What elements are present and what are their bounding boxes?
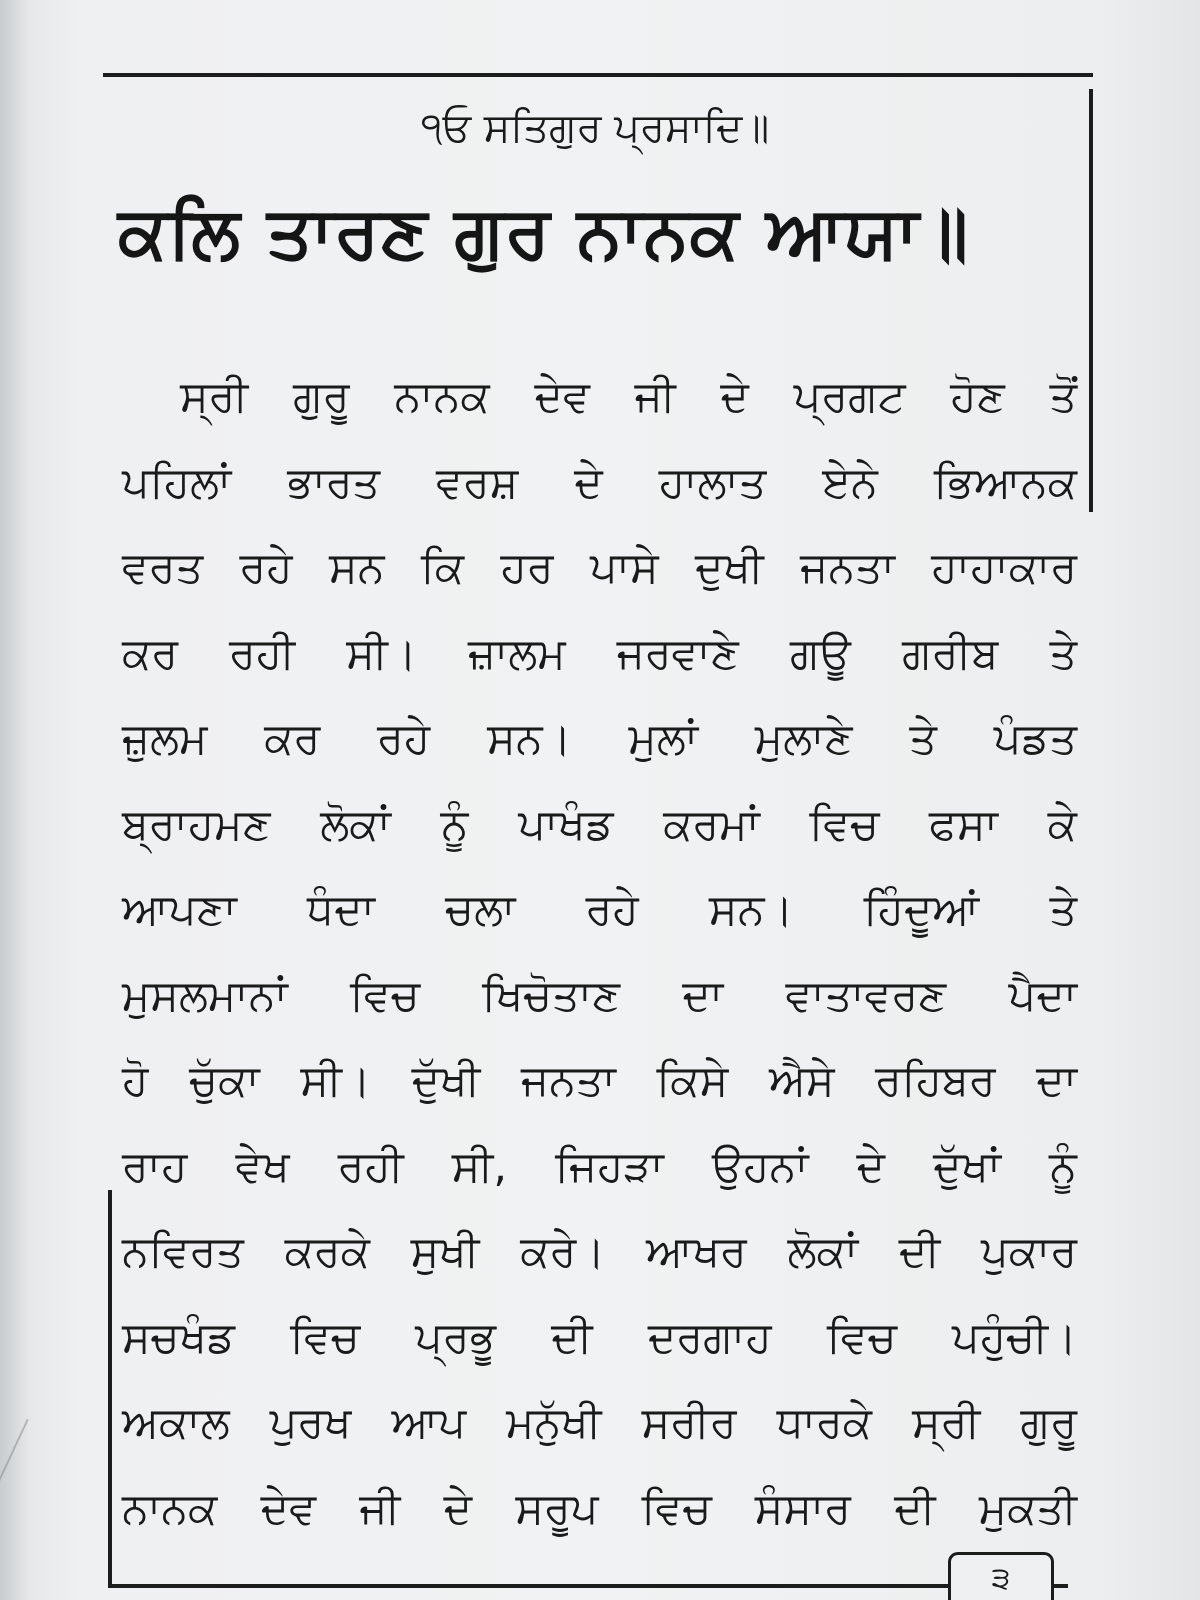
frame-bottom-border	[108, 1584, 1068, 1588]
text-line: ਅਕਾਲ ਪੁਰਖ ਆਪ ਮਨੁੱਖੀ ਸਰੀਰ ਧਾਰਕੇ ਸ੍ਰੀ ਗੁਰੂ	[122, 1398, 1077, 1448]
frame-left-border	[108, 1190, 112, 1588]
text-line: ਹੋ ਚੁੱਕਾ ਸੀ। ਦੁੱਖੀ ਜਨਤਾ ਕਿਸੇ ਐਸੇ ਰਹਿਬਰ ਦਾ	[122, 1056, 1077, 1106]
text-line: ਵਰਤ ਰਹੇ ਸਨ ਕਿ ਹਰ ਪਾਸੇ ਦੁਖੀ ਜਨਤਾ ਹਾਹਾਕਾਰ	[122, 543, 1077, 593]
margin-pen-mark	[0, 1419, 56, 1541]
text-line: ਸਚਖੰਡ ਵਿਚ ਪ੍ਰਭੂ ਦੀ ਦਰਗਾਹ ਵਿਚ ਪਹੁੰਚੀ।	[122, 1312, 1077, 1363]
text-line: ਪਹਿਲਾਂ ਭਾਰਤ ਵਰਸ਼ ਦੇ ਹਾਲਾਤ ਏਨੇ ਭਿਆਨਕ	[122, 457, 1077, 508]
text-line: ਨਾਨਕ ਦੇਵ ਜੀ ਦੇ ਸਰੂਪ ਵਿਚ ਸੰਸਾਰ ਦੀ ਮੁਕਤੀ	[122, 1483, 1077, 1534]
page-title: ਕਲਿ ਤਾਰਣ ਗੁਰ ਨਾਨਕ ਆਯਾ॥	[118, 190, 970, 274]
text-line: ਮੁਸਲਮਾਨਾਂ ਵਿਚ ਖਿਚੋਤਾਣ ਦਾ ਵਾਤਾਵਰਣ ਪੈਦਾ	[122, 970, 1077, 1021]
body-paragraph	[122, 355, 1077, 1552]
frame-right-border	[1089, 89, 1093, 512]
text-line: ਕਰ ਰਹੀ ਸੀ। ਜ਼ਾਲਮ ਜਰਵਾਣੇ ਗਊ ਗਰੀਬ ਤੇ	[122, 628, 1077, 679]
text-line: ਨਵਿਰਤ ਕਰਕੇ ਸੁਖੀ ਕਰੇ। ਆਖਰ ਲੋਕਾਂ ਦੀ ਪੁਕਾਰ	[122, 1227, 1077, 1277]
invocation-heading: ੧ਓ ਸਤਿਗੁਰ ਪ੍ਰਸਾਦਿ॥	[420, 105, 770, 151]
page-number: ੩	[948, 1552, 1054, 1600]
frame-top-border	[103, 73, 1093, 77]
text-line: ਜ਼ੁਲਮ ਕਰ ਰਹੇ ਸਨ। ਮੁਲਾਂ ਮੁਲਾਣੇ ਤੇ ਪੰਡਤ	[122, 714, 1077, 764]
text-line: ਆਪਣਾ ਧੰਦਾ ਚਲਾ ਰਹੇ ਸਨ। ਹਿੰਦੂਆਂ ਤੇ	[122, 885, 1077, 935]
text-line: ਬ੍ਰਾਹਮਣ ਲੋਕਾਂ ਨੂੰ ਪਾਖੰਡ ਕਰਮਾਂ ਵਿਚ ਫਸਾ ਕੇ	[122, 799, 1077, 850]
text-line: ਸ੍ਰੀ ਗੁਰੂ ਨਾਨਕ ਦੇਵ ਜੀ ਦੇ ਪ੍ਰਗਟ ਹੋਣ ਤੋਂ	[180, 372, 1077, 422]
text-line: ਰਾਹ ਵੇਖ ਰਹੀ ਸੀ, ਜਿਹੜਾ ਉਹਨਾਂ ਦੇ ਦੁੱਖਾਂ ਨੂੰ	[122, 1141, 1077, 1192]
